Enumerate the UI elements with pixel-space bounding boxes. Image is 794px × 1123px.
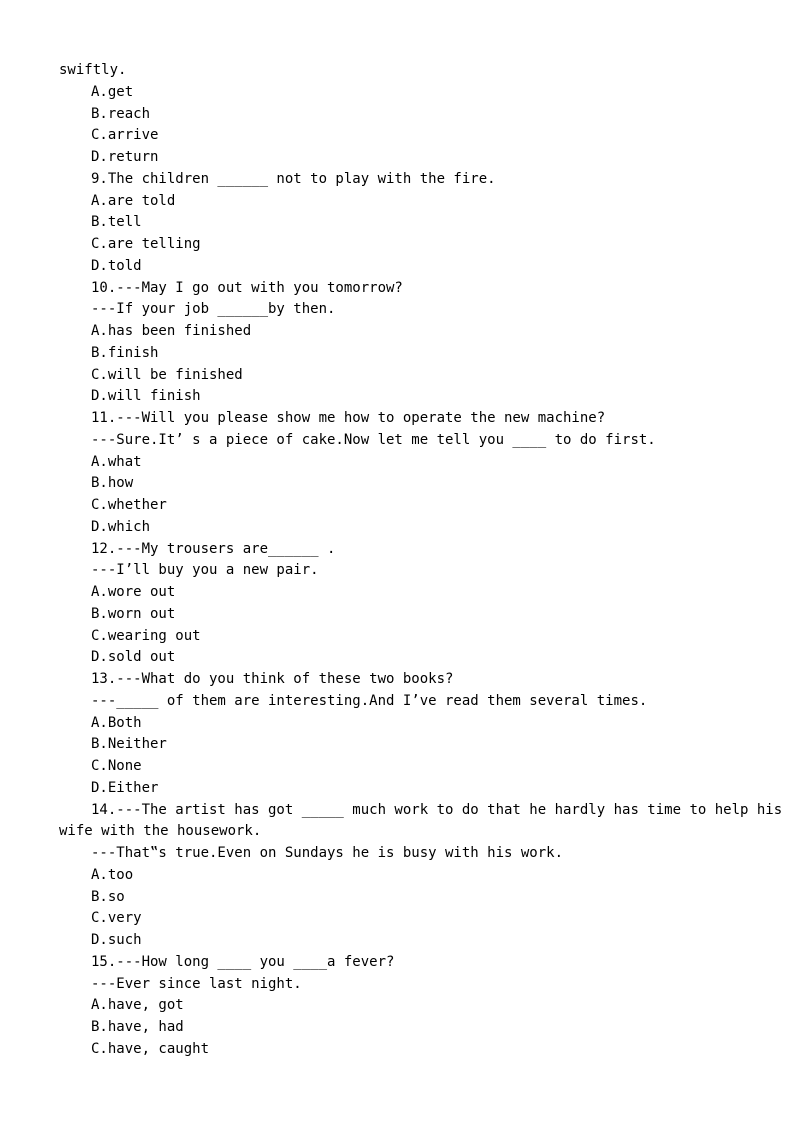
text-line: 13.---What do you think of these two books? xyxy=(91,671,454,687)
text-line: ---_____ of them are interesting.And I’ve read them several times. xyxy=(91,692,648,709)
text-line: A.Both xyxy=(91,714,142,731)
text-line: 14.---The artist has got _____ much work to do that he hardly has time to help his xyxy=(91,801,783,818)
text-line: ---Ever since last night. xyxy=(91,975,302,992)
text-line: A.get xyxy=(91,83,134,100)
text-line: ---I’ll buy you a new pair. xyxy=(91,562,319,579)
text-line: D.which xyxy=(91,518,151,535)
text-line: C.will be finished xyxy=(91,366,243,383)
text-line: B.how xyxy=(91,475,134,492)
text-line: D.Either xyxy=(91,779,159,796)
text-line: D.return xyxy=(91,149,159,165)
text-line: D.will finish xyxy=(91,388,201,405)
text-line: D.such xyxy=(91,932,142,948)
text-line: B.tell xyxy=(91,214,142,231)
text-line: B.reach xyxy=(91,105,151,122)
text-line: B.Neither xyxy=(91,736,167,753)
text-line: A.have, got xyxy=(91,997,184,1014)
text-line: C.are telling xyxy=(91,236,201,252)
text-line: C.very xyxy=(91,910,142,927)
text-line: C.whether xyxy=(91,497,167,513)
text-line: 15.---How long ____ you ____a fever? xyxy=(91,953,395,970)
text-line: B.worn out xyxy=(91,605,176,622)
text-line: 10.---May I go out with you tomorrow? xyxy=(91,279,403,296)
text-line: 12.---My trousers are______ . xyxy=(91,540,336,557)
text-line: 11.---Will you please show me how to operate the new machine? xyxy=(91,410,606,426)
text-line: C.wearing out xyxy=(91,627,201,644)
text-line: ---If your job ______by then. xyxy=(91,301,336,318)
text-line: 9.The children ______ not to play with the fire. xyxy=(91,170,496,187)
text-line: D.sold out xyxy=(91,649,176,666)
text-line: ---That‟s true.Even on Sundays he is busy with his work. xyxy=(91,845,564,861)
text-line: swiftly. xyxy=(59,62,127,78)
text-line: A.what xyxy=(91,453,142,470)
text-line: A.has been finished xyxy=(91,323,252,339)
text-line: wife with the housework. xyxy=(59,823,262,840)
text-line: C.arrive xyxy=(91,127,159,144)
text-line: ---Sure.It’ s a piece of cake.Now let me tell you ____ to do first. xyxy=(91,431,656,448)
text-line: A.are told xyxy=(91,192,176,209)
text-line: A.too xyxy=(91,866,134,883)
text-line: A.wore out xyxy=(91,584,176,600)
text-line: B.have, had xyxy=(91,1019,184,1035)
text-line: B.finish xyxy=(91,344,159,361)
text-line: C.None xyxy=(91,758,142,774)
document-body xyxy=(59,60,783,1061)
text-line: C.have, caught xyxy=(91,1040,210,1057)
text-line: D.told xyxy=(91,257,142,274)
text-line: B.so xyxy=(91,888,125,905)
